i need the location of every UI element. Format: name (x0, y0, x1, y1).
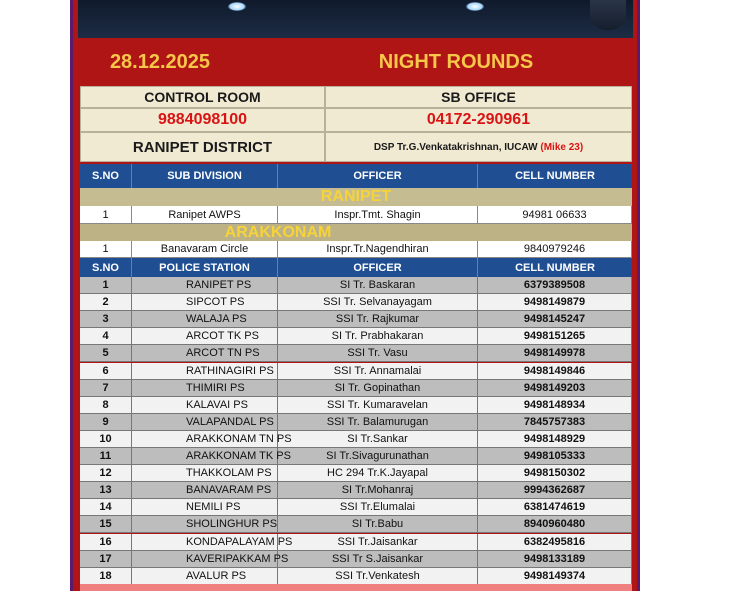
table-row (80, 363, 632, 380)
cell-sno: 6 (80, 363, 132, 380)
cell-sno: 9 (80, 414, 132, 431)
cell-station: KONDAPALAYAM PS (132, 534, 278, 551)
cell-station: VALAPANDAL PS (132, 414, 278, 431)
section-ranipet (80, 188, 632, 206)
cell-number: 9498148929 (478, 431, 632, 448)
table-row (80, 294, 632, 311)
cell-number: 9840979246 (478, 241, 632, 258)
section-title: RANIPET (320, 188, 392, 205)
cell-sno: 14 (80, 499, 132, 516)
cell-sno: 17 (80, 551, 132, 568)
table-row (80, 311, 632, 328)
cell-officer: SSI Tr. Rajkumar (278, 311, 478, 328)
table-row (80, 534, 632, 551)
cell-officer: SSI Tr.Jaisankar (278, 534, 478, 551)
cell-station: SIPCOT PS (132, 294, 278, 311)
table-row (80, 482, 632, 499)
district-name: RANIPET DISTRICT (80, 132, 325, 162)
cell-sno: 3 (80, 311, 132, 328)
table-row (80, 328, 632, 345)
cell-number: 9498151265 (478, 328, 632, 345)
station-col-officer: OFFICER (278, 258, 478, 277)
cell-officer: SSI Tr. Annamalai (278, 363, 478, 380)
cell-officer: SI Tr.Babu (278, 516, 478, 533)
cell-number: 9498149879 (478, 294, 632, 311)
dsp-text: DSP Tr.G.Venkatakrishnan, IUCAW (373, 141, 538, 153)
cell-number: 6382495816 (478, 534, 632, 551)
cell-number: 6381474619 (478, 499, 632, 516)
table-row (80, 516, 632, 533)
table-row (80, 277, 632, 294)
cell-officer: SI Tr.Sankar (278, 431, 478, 448)
date: 28.12.2025 (109, 50, 211, 73)
police-figure (590, 0, 626, 30)
section-title: ARAKKONAM (224, 223, 332, 241)
cell-officer: SSI Tr S.Jaisankar (278, 551, 478, 568)
division-col-sno: S.NO (80, 164, 132, 188)
table-row (80, 345, 632, 362)
headlight-right (466, 2, 484, 11)
banner-image (78, 0, 633, 38)
cell-sno: 10 (80, 431, 132, 448)
cell-number: 7845757383 (478, 414, 632, 431)
cell-sno: 4 (80, 328, 132, 345)
cell-sno: 13 (80, 482, 132, 499)
cell-station: THAKKOLAM PS (132, 465, 278, 482)
cell-sno: 1 (80, 206, 132, 224)
cell-officer: HC 294 Tr.K.Jayapal (278, 465, 478, 482)
table-row (80, 206, 632, 224)
cell-number: 9498145247 (478, 311, 632, 328)
cell-number: 9498149203 (478, 380, 632, 397)
page-title: NIGHT ROUNDS (378, 50, 534, 73)
cell-officer: SSI Tr. Balamurugan (278, 414, 478, 431)
cell-officer: SI Tr. Prabhakaran (278, 328, 478, 345)
table-row (80, 380, 632, 397)
division-col-subdivision: SUB DIVISION (132, 164, 278, 188)
table-row (80, 551, 632, 568)
cell-officer: SI Tr. Baskaran (278, 277, 478, 294)
cell-officer: SSI Tr.Venkatesh (278, 568, 478, 585)
cell-number: 9498149374 (478, 568, 632, 585)
table-row (80, 431, 632, 448)
cell-sno: 8 (80, 397, 132, 414)
cell-subdivision: Banavaram Circle (132, 241, 278, 258)
table-row (80, 241, 632, 258)
station-col-sno: S.NO (80, 258, 132, 277)
cell-station: ARCOT TK PS (132, 328, 278, 345)
cell-officer: SSI Tr. Kumaravelan (278, 397, 478, 414)
table-row (80, 465, 632, 482)
cell-sno: 11 (80, 448, 132, 465)
table-row (80, 414, 632, 431)
cell-station: THIMIRI PS (132, 380, 278, 397)
cell-station: NEMILI PS (132, 499, 278, 516)
dsp-info (325, 132, 632, 162)
cell-station: ARAKKONAM TK PS (132, 448, 278, 465)
cell-sno: 7 (80, 380, 132, 397)
cell-sno: 12 (80, 465, 132, 482)
cell-sno: 5 (80, 345, 132, 362)
division-col-cell: CELL NUMBER (478, 164, 632, 188)
cell-station: ARAKKONAM TN PS (132, 431, 278, 448)
contact-labels-row (80, 86, 632, 108)
cell-sno: 15 (80, 516, 132, 533)
cell-station: KAVERIPAKKAM PS (132, 551, 278, 568)
cell-station: RANIPET PS (132, 277, 278, 294)
cell-number: 9498149978 (478, 345, 632, 362)
cell-officer: SSI Tr.Elumalai (278, 499, 478, 516)
cell-number: 9498150302 (478, 465, 632, 482)
cell-officer: SI Tr. Gopinathan (278, 380, 478, 397)
cell-officer: SSI Tr. Vasu (278, 345, 478, 362)
station-header-row (80, 258, 632, 277)
division-header-row (80, 164, 632, 188)
cell-number: 8940960480 (478, 516, 632, 533)
section-arakkonam (80, 224, 632, 241)
cell-number: 9994362687 (478, 482, 632, 499)
cell-station: KALAVAI PS (132, 397, 278, 414)
cell-officer: SI Tr.Mohanraj (278, 482, 478, 499)
footer-strip (80, 584, 632, 591)
title-row (80, 40, 632, 84)
dsp-mike: (Mike 23) (540, 141, 584, 153)
table-row (80, 397, 632, 414)
station-col-ps: POLICE STATION (132, 258, 278, 277)
table-row (80, 568, 632, 585)
cell-station: BANAVARAM PS (132, 482, 278, 499)
cell-number: 9498148934 (478, 397, 632, 414)
control-room-number: 9884098100 (80, 108, 325, 132)
cell-number: 6379389508 (478, 277, 632, 294)
table-row (80, 499, 632, 516)
cell-officer: Inspr.Tmt. Shagin (278, 206, 478, 224)
station-col-cell: CELL NUMBER (478, 258, 632, 277)
cell-number: 94981 06633 (478, 206, 632, 224)
cell-station: SHOLINGHUR PS (132, 516, 278, 533)
cell-officer: SI Tr.Sivagurunathan (278, 448, 478, 465)
cell-sno: 1 (80, 277, 132, 294)
cell-subdivision: Ranipet AWPS (132, 206, 278, 224)
contact-numbers-row (80, 108, 632, 132)
cell-officer: Inspr.Tr.Nagendhiran (278, 241, 478, 258)
headlight-left (228, 2, 246, 11)
cell-sno: 1 (80, 241, 132, 258)
cell-station: AVALUR PS (132, 568, 278, 585)
table-row (80, 448, 632, 465)
cell-number: 9498133189 (478, 551, 632, 568)
cell-officer: SSI Tr. Selvanayagam (278, 294, 478, 311)
sb-office-number: 04172-290961 (325, 108, 632, 132)
control-room-label: CONTROL ROOM (80, 86, 325, 108)
cell-station: RATHINAGIRI PS (132, 363, 278, 380)
cell-number: 9498149846 (478, 363, 632, 380)
cell-station: WALAJA PS (132, 311, 278, 328)
cell-station: ARCOT TN PS (132, 345, 278, 362)
sb-office-label: SB OFFICE (325, 86, 632, 108)
division-col-officer: OFFICER (278, 164, 478, 188)
cell-sno: 2 (80, 294, 132, 311)
cell-number: 9498105333 (478, 448, 632, 465)
district-row (80, 132, 632, 162)
cell-sno: 18 (80, 568, 132, 585)
cell-sno: 16 (80, 534, 132, 551)
